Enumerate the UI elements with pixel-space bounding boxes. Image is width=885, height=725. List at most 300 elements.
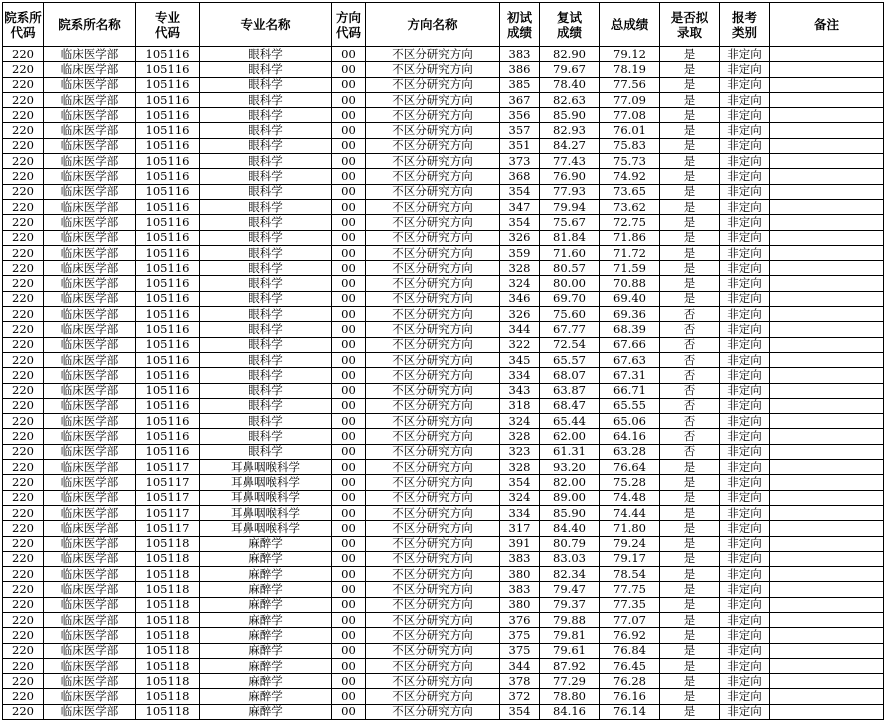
direction-code-cell: 00: [332, 674, 366, 689]
direction-name-cell: 不区分研究方向: [366, 567, 500, 582]
direction-code-cell: 00: [332, 597, 366, 612]
table-row: [3, 704, 884, 719]
admit-status-cell: 是: [660, 199, 720, 214]
prelim-score-cell: 347: [500, 199, 540, 214]
dept-code-cell: 220: [3, 658, 44, 673]
dept-code-cell: 220: [3, 352, 44, 367]
admit-status-cell: 是: [660, 628, 720, 643]
dept-name-cell: 临床医学部: [44, 658, 136, 673]
remarks-cell: [770, 567, 884, 582]
total-score-cell: 70.88: [600, 276, 660, 291]
total-score-cell: 74.92: [600, 169, 660, 184]
column-header-admit-status-line: 是否拟: [670, 9, 709, 25]
remarks-cell: [770, 215, 884, 230]
major-code-cell: 105118: [136, 582, 200, 597]
retest-score-cell: 77.29: [540, 674, 600, 689]
retest-score-cell: 79.81: [540, 628, 600, 643]
major-code-cell: 105116: [136, 398, 200, 413]
retest-score-cell: 61.31: [540, 444, 600, 459]
remarks-cell: [770, 337, 884, 352]
direction-name-cell: 不区分研究方向: [366, 521, 500, 536]
dept-name-cell: 临床医学部: [44, 276, 136, 291]
admit-status-cell: 否: [660, 352, 720, 367]
major-code-cell: 105116: [136, 352, 200, 367]
retest-score-cell: 63.87: [540, 383, 600, 398]
direction-name-cell: 不区分研究方向: [366, 414, 500, 429]
remarks-cell: [770, 154, 884, 169]
remarks-cell: [770, 628, 884, 643]
retest-score-cell: 69.70: [540, 291, 600, 306]
major-code-cell: 105118: [136, 567, 200, 582]
dept-code-cell: 220: [3, 398, 44, 413]
major-name-cell: 麻醉学: [200, 597, 332, 612]
dept-name-cell: 临床医学部: [44, 215, 136, 230]
enroll-type-cell: 非定向: [720, 551, 770, 566]
major-name-cell: 眼科学: [200, 199, 332, 214]
table-row: [3, 215, 884, 230]
remarks-cell: [770, 597, 884, 612]
direction-code-cell: 00: [332, 108, 366, 123]
total-score-cell: 77.56: [600, 77, 660, 92]
table-row: [3, 628, 884, 643]
retest-score-cell: 79.61: [540, 643, 600, 658]
column-header-prelim-score: [500, 3, 540, 47]
major-name-cell: 麻醉学: [200, 704, 332, 719]
prelim-score-cell: 356: [500, 108, 540, 123]
direction-name-cell: 不区分研究方向: [366, 199, 500, 214]
enroll-type-cell: 非定向: [720, 337, 770, 352]
retest-score-cell: 78.80: [540, 689, 600, 704]
retest-score-cell: 82.90: [540, 47, 600, 62]
direction-code-cell: 00: [332, 138, 366, 153]
dept-code-cell: 220: [3, 108, 44, 123]
enroll-type-cell: 非定向: [720, 352, 770, 367]
header-row: [3, 3, 884, 47]
enroll-type-cell: 非定向: [720, 47, 770, 62]
major-name-cell: 眼科学: [200, 276, 332, 291]
dept-name-cell: 临床医学部: [44, 138, 136, 153]
enroll-type-cell: 非定向: [720, 658, 770, 673]
dept-code-cell: 220: [3, 123, 44, 138]
direction-code-cell: 00: [332, 582, 366, 597]
direction-code-cell: 00: [332, 62, 366, 77]
retest-score-cell: 62.00: [540, 429, 600, 444]
enroll-type-cell: 非定向: [720, 582, 770, 597]
enroll-type-cell: 非定向: [720, 230, 770, 245]
admit-status-cell: 是: [660, 92, 720, 107]
direction-code-cell: 00: [332, 490, 366, 505]
admit-status-cell: 否: [660, 398, 720, 413]
remarks-cell: [770, 230, 884, 245]
dept-code-cell: 220: [3, 414, 44, 429]
major-code-cell: 105116: [136, 245, 200, 260]
retest-score-cell: 89.00: [540, 490, 600, 505]
total-score-cell: 77.09: [600, 92, 660, 107]
major-code-cell: 105116: [136, 276, 200, 291]
dept-code-cell: 220: [3, 337, 44, 352]
admit-status-cell: 是: [660, 62, 720, 77]
table-row: [3, 77, 884, 92]
column-header-dept-code-line: 院系所: [4, 9, 42, 25]
retest-score-cell: 79.67: [540, 62, 600, 77]
table-row: [3, 674, 884, 689]
remarks-cell: [770, 184, 884, 199]
total-score-cell: 64.16: [600, 429, 660, 444]
retest-score-cell: 80.57: [540, 261, 600, 276]
remarks-cell: [770, 490, 884, 505]
major-name-cell: 耳鼻咽喉科学: [200, 505, 332, 520]
major-code-cell: 105116: [136, 307, 200, 322]
total-score-cell: 73.62: [600, 199, 660, 214]
direction-name-cell: 不区分研究方向: [366, 169, 500, 184]
column-header-retest-score: [540, 3, 600, 47]
dept-name-cell: 临床医学部: [44, 475, 136, 490]
direction-code-cell: 00: [332, 276, 366, 291]
remarks-cell: [770, 505, 884, 520]
total-score-cell: 76.16: [600, 689, 660, 704]
direction-code-cell: 00: [332, 536, 366, 551]
enroll-type-cell: 非定向: [720, 276, 770, 291]
direction-name-cell: 不区分研究方向: [366, 352, 500, 367]
dept-code-cell: 220: [3, 383, 44, 398]
direction-name-cell: 不区分研究方向: [366, 490, 500, 505]
total-score-cell: 79.12: [600, 47, 660, 62]
column-header-enroll-type-line: 报考: [731, 9, 757, 25]
dept-name-cell: 临床医学部: [44, 184, 136, 199]
dept-code-cell: 220: [3, 47, 44, 62]
table-row: [3, 444, 884, 459]
dept-code-cell: 220: [3, 444, 44, 459]
retest-score-cell: 79.37: [540, 597, 600, 612]
dept-code-cell: 220: [3, 199, 44, 214]
major-name-cell: 麻醉学: [200, 643, 332, 658]
direction-name-cell: 不区分研究方向: [366, 505, 500, 520]
total-score-cell: 77.08: [600, 108, 660, 123]
direction-code-cell: 00: [332, 567, 366, 582]
prelim-score-cell: 344: [500, 658, 540, 673]
remarks-cell: [770, 199, 884, 214]
enroll-type-cell: 非定向: [720, 154, 770, 169]
table-row: [3, 47, 884, 62]
enroll-type-cell: 非定向: [720, 108, 770, 123]
dept-code-cell: 220: [3, 245, 44, 260]
major-name-cell: 眼科学: [200, 245, 332, 260]
column-header-admit-status-line: 录取: [676, 24, 702, 40]
major-name-cell: 眼科学: [200, 368, 332, 383]
major-name-cell: 眼科学: [200, 414, 332, 429]
column-header-enroll-type: [720, 3, 770, 47]
direction-name-cell: 不区分研究方向: [366, 184, 500, 199]
dept-code-cell: 220: [3, 62, 44, 77]
remarks-cell: [770, 521, 884, 536]
total-score-cell: 78.54: [600, 567, 660, 582]
direction-code-cell: 00: [332, 337, 366, 352]
prelim-score-cell: 383: [500, 47, 540, 62]
prelim-score-cell: 318: [500, 398, 540, 413]
remarks-cell: [770, 368, 884, 383]
total-score-cell: 77.07: [600, 612, 660, 627]
table-row: [3, 521, 884, 536]
column-header-major-code-line: 专业: [154, 9, 180, 25]
column-header-direction-code: [332, 3, 366, 47]
table-header: [3, 3, 884, 47]
direction-code-cell: 00: [332, 521, 366, 536]
dept-code-cell: 220: [3, 77, 44, 92]
enroll-type-cell: 非定向: [720, 368, 770, 383]
direction-code-cell: 00: [332, 291, 366, 306]
direction-name-cell: 不区分研究方向: [366, 704, 500, 719]
total-score-cell: 75.73: [600, 154, 660, 169]
enroll-type-cell: 非定向: [720, 643, 770, 658]
table-row: [3, 261, 884, 276]
direction-name-cell: 不区分研究方向: [366, 597, 500, 612]
direction-name-cell: 不区分研究方向: [366, 643, 500, 658]
remarks-cell: [770, 123, 884, 138]
total-score-cell: 67.63: [600, 352, 660, 367]
dept-code-cell: 220: [3, 490, 44, 505]
table-row: [3, 169, 884, 184]
dept-name-cell: 临床医学部: [44, 291, 136, 306]
prelim-score-cell: 367: [500, 92, 540, 107]
dept-name-cell: 临床医学部: [44, 628, 136, 643]
dept-code-cell: 220: [3, 276, 44, 291]
admission-results-table: [2, 2, 884, 720]
dept-code-cell: 220: [3, 689, 44, 704]
total-score-cell: 75.28: [600, 475, 660, 490]
enroll-type-cell: 非定向: [720, 62, 770, 77]
enroll-type-cell: 非定向: [720, 215, 770, 230]
prelim-score-cell: 391: [500, 536, 540, 551]
dept-name-cell: 临床医学部: [44, 337, 136, 352]
direction-name-cell: 不区分研究方向: [366, 307, 500, 322]
remarks-cell: [770, 475, 884, 490]
major-code-cell: 105116: [136, 184, 200, 199]
table-row: [3, 245, 884, 260]
dept-name-cell: 临床医学部: [44, 597, 136, 612]
enroll-type-cell: 非定向: [720, 429, 770, 444]
direction-code-cell: 00: [332, 77, 366, 92]
dept-name-cell: 临床医学部: [44, 368, 136, 383]
dept-code-cell: 220: [3, 505, 44, 520]
retest-score-cell: 79.94: [540, 199, 600, 214]
prelim-score-cell: 344: [500, 322, 540, 337]
remarks-cell: [770, 291, 884, 306]
dept-name-cell: 临床医学部: [44, 444, 136, 459]
dept-code-cell: 220: [3, 674, 44, 689]
major-code-cell: 105118: [136, 612, 200, 627]
prelim-score-cell: 324: [500, 414, 540, 429]
retest-score-cell: 75.67: [540, 215, 600, 230]
remarks-cell: [770, 352, 884, 367]
major-code-cell: 105118: [136, 536, 200, 551]
remarks-cell: [770, 169, 884, 184]
column-header-admit-status: [660, 3, 720, 47]
major-name-cell: 眼科学: [200, 322, 332, 337]
admit-status-cell: 是: [660, 77, 720, 92]
direction-name-cell: 不区分研究方向: [366, 429, 500, 444]
direction-code-cell: 00: [332, 245, 366, 260]
major-name-cell: 麻醉学: [200, 658, 332, 673]
dept-name-cell: 临床医学部: [44, 77, 136, 92]
major-code-cell: 105116: [136, 414, 200, 429]
dept-code-cell: 220: [3, 154, 44, 169]
retest-score-cell: 77.93: [540, 184, 600, 199]
admit-status-cell: 是: [660, 689, 720, 704]
retest-score-cell: 80.79: [540, 536, 600, 551]
major-code-cell: 105116: [136, 383, 200, 398]
total-score-cell: 68.39: [600, 322, 660, 337]
direction-name-cell: 不区分研究方向: [366, 582, 500, 597]
admit-status-cell: 否: [660, 368, 720, 383]
major-name-cell: 眼科学: [200, 398, 332, 413]
column-header-dept-code-line: 代码: [10, 24, 36, 40]
direction-name-cell: 不区分研究方向: [366, 276, 500, 291]
table-row: [3, 414, 884, 429]
major-name-cell: 眼科学: [200, 230, 332, 245]
major-name-cell: 麻醉学: [200, 612, 332, 627]
table-row: [3, 199, 884, 214]
direction-name-cell: 不区分研究方向: [366, 47, 500, 62]
dept-code-cell: 220: [3, 521, 44, 536]
admit-status-cell: 是: [660, 643, 720, 658]
admit-status-cell: 是: [660, 230, 720, 245]
retest-score-cell: 83.03: [540, 551, 600, 566]
prelim-score-cell: 334: [500, 368, 540, 383]
direction-name-cell: 不区分研究方向: [366, 383, 500, 398]
major-code-cell: 105116: [136, 261, 200, 276]
major-code-cell: 105118: [136, 551, 200, 566]
admit-status-cell: 是: [660, 460, 720, 475]
prelim-score-cell: 380: [500, 567, 540, 582]
prelim-score-cell: 386: [500, 62, 540, 77]
major-name-cell: 麻醉学: [200, 674, 332, 689]
retest-score-cell: 72.54: [540, 337, 600, 352]
prelim-score-cell: 322: [500, 337, 540, 352]
dept-name-cell: 临床医学部: [44, 414, 136, 429]
major-name-cell: 麻醉学: [200, 551, 332, 566]
admit-status-cell: 是: [660, 475, 720, 490]
dept-name-cell: 临床医学部: [44, 245, 136, 260]
major-name-cell: 眼科学: [200, 154, 332, 169]
direction-code-cell: 00: [332, 199, 366, 214]
major-name-cell: 眼科学: [200, 383, 332, 398]
dept-name-cell: 临床医学部: [44, 429, 136, 444]
dept-name-cell: 临床医学部: [44, 398, 136, 413]
major-code-cell: 105116: [136, 77, 200, 92]
direction-name-cell: 不区分研究方向: [366, 337, 500, 352]
table-row: [3, 429, 884, 444]
dept-name-cell: 临床医学部: [44, 551, 136, 566]
dept-name-cell: 临床医学部: [44, 62, 136, 77]
remarks-cell: [770, 460, 884, 475]
enroll-type-cell: 非定向: [720, 612, 770, 627]
column-header-direction-code-line: 方向: [335, 9, 361, 25]
table-row: [3, 154, 884, 169]
total-score-cell: 71.72: [600, 245, 660, 260]
major-code-cell: 105116: [136, 337, 200, 352]
direction-name-cell: 不区分研究方向: [366, 689, 500, 704]
direction-code-cell: 00: [332, 169, 366, 184]
column-header-enroll-type-line: 类别: [731, 24, 757, 40]
prelim-score-cell: 375: [500, 628, 540, 643]
prelim-score-cell: 372: [500, 689, 540, 704]
enroll-type-cell: 非定向: [720, 628, 770, 643]
direction-name-cell: 不区分研究方向: [366, 368, 500, 383]
admit-status-cell: 是: [660, 658, 720, 673]
remarks-cell: [770, 307, 884, 322]
admit-status-cell: 是: [660, 597, 720, 612]
direction-code-cell: 00: [332, 460, 366, 475]
direction-name-cell: 不区分研究方向: [366, 230, 500, 245]
total-score-cell: 76.64: [600, 460, 660, 475]
enroll-type-cell: 非定向: [720, 322, 770, 337]
total-score-cell: 71.80: [600, 521, 660, 536]
table-row: [3, 322, 884, 337]
retest-score-cell: 68.47: [540, 398, 600, 413]
admit-status-cell: 是: [660, 245, 720, 260]
admit-status-cell: 否: [660, 414, 720, 429]
major-name-cell: 耳鼻咽喉科学: [200, 475, 332, 490]
total-score-cell: 73.65: [600, 184, 660, 199]
dept-name-cell: 临床医学部: [44, 582, 136, 597]
major-code-cell: 105118: [136, 704, 200, 719]
admit-status-cell: 否: [660, 429, 720, 444]
table-row: [3, 460, 884, 475]
dept-code-cell: 220: [3, 169, 44, 184]
major-code-cell: 105116: [136, 429, 200, 444]
prelim-score-cell: 385: [500, 77, 540, 92]
admit-status-cell: 是: [660, 154, 720, 169]
enroll-type-cell: 非定向: [720, 199, 770, 214]
dept-name-cell: 临床医学部: [44, 108, 136, 123]
total-score-cell: 67.66: [600, 337, 660, 352]
dept-name-cell: 临床医学部: [44, 307, 136, 322]
dept-code-cell: 220: [3, 567, 44, 582]
major-code-cell: 105118: [136, 628, 200, 643]
direction-name-cell: 不区分研究方向: [366, 62, 500, 77]
direction-code-cell: 00: [332, 261, 366, 276]
dept-code-cell: 220: [3, 643, 44, 658]
prelim-score-cell: 328: [500, 261, 540, 276]
dept-code-cell: 220: [3, 628, 44, 643]
retest-score-cell: 67.77: [540, 322, 600, 337]
table-row: [3, 123, 884, 138]
major-name-cell: 眼科学: [200, 92, 332, 107]
table-row: [3, 62, 884, 77]
dept-code-cell: 220: [3, 429, 44, 444]
prelim-score-cell: 354: [500, 215, 540, 230]
direction-code-cell: 00: [332, 505, 366, 520]
total-score-cell: 79.24: [600, 536, 660, 551]
admit-status-cell: 是: [660, 215, 720, 230]
dept-name-cell: 临床医学部: [44, 169, 136, 184]
major-name-cell: 麻醉学: [200, 536, 332, 551]
retest-score-cell: 84.40: [540, 521, 600, 536]
table-row: [3, 307, 884, 322]
prelim-score-cell: 383: [500, 582, 540, 597]
admit-status-cell: 是: [660, 291, 720, 306]
total-score-cell: 72.75: [600, 215, 660, 230]
total-score-cell: 71.59: [600, 261, 660, 276]
major-name-cell: 耳鼻咽喉科学: [200, 521, 332, 536]
dept-name-cell: 临床医学部: [44, 199, 136, 214]
prelim-score-cell: 383: [500, 551, 540, 566]
remarks-cell: [770, 612, 884, 627]
dept-name-cell: 临床医学部: [44, 92, 136, 107]
total-score-cell: 65.55: [600, 398, 660, 413]
table-row: [3, 230, 884, 245]
total-score-cell: 66.71: [600, 383, 660, 398]
